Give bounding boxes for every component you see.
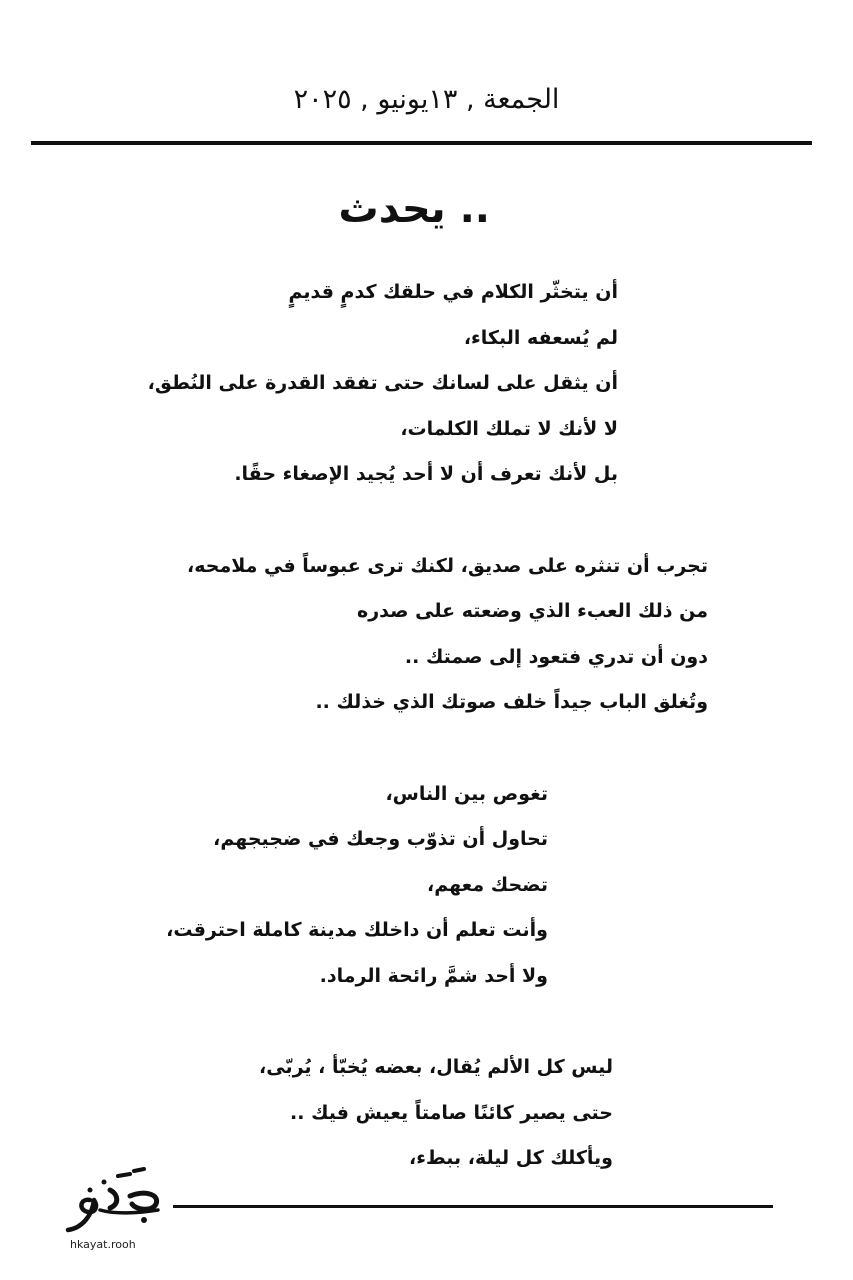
- poem-line: تجرب أن تنثره على صديق، لكنك ترى عبوساً في ملامحه،: [187, 554, 708, 577]
- poem-line: ويأكلك كل ليلة، ببطء،: [409, 1147, 613, 1169]
- poem-line: دون أن تدري فتعود إلى صمتك ..: [404, 645, 708, 668]
- poem-line: أن يثقل على لسانك حتى تفقد القدرة على النُطق،: [147, 372, 618, 394]
- page-date: الجمعة , ١٣يونيو , ٢٠٢٥: [293, 84, 560, 115]
- poem-line: ليس كل الألم يُقال، بعضه يُخبّأ ، يُربّى،: [259, 1056, 613, 1078]
- poem-line: من ذلك العبء الذي وضعته على صدره: [357, 600, 708, 622]
- poem-line: تحاول أن تذوّب وجعك في ضجيجهم،: [213, 828, 548, 850]
- calligraphy-logo: [60, 1160, 175, 1240]
- header-divider: [31, 141, 812, 145]
- poem-line: ولا أحد شمَّ رائحة الرماد.: [319, 964, 548, 987]
- poem-line: لا لأنك لا تملك الكلمات،: [400, 417, 618, 440]
- poem-body: [0, 270, 853, 1228]
- poem-title: يحدث ..: [338, 186, 490, 232]
- poem-line: تغوص بين الناس،: [385, 782, 548, 805]
- instagram-handle: hkayat.rooh: [70, 1238, 136, 1251]
- poem-line: لم يُسعفه البكاء،: [463, 326, 618, 349]
- poem-line: أن يتخثّر الكلام في حلقك كدمٍ قديمٍ: [288, 281, 618, 303]
- stanza-3: [0, 772, 853, 1000]
- stanza-1: [0, 270, 853, 498]
- footer-divider: [173, 1205, 773, 1208]
- poem-line: وتُغلق الباب جيداً خلف صوتك الذي خذلك ..: [315, 691, 708, 713]
- stanza-2: [0, 544, 853, 726]
- poem-line: تضحك معهم،: [426, 873, 548, 896]
- poem-line: حتى يصير كائنًا صامتاً يعيش فيك ..: [290, 1101, 613, 1124]
- poem-line: بل لأنك تعرف أن لا أحد يُجيد الإصغاء حقًا.: [234, 463, 618, 485]
- poem-line: وأنت تعلم أن داخلك مدينة كاملة احترقت،: [166, 919, 548, 941]
